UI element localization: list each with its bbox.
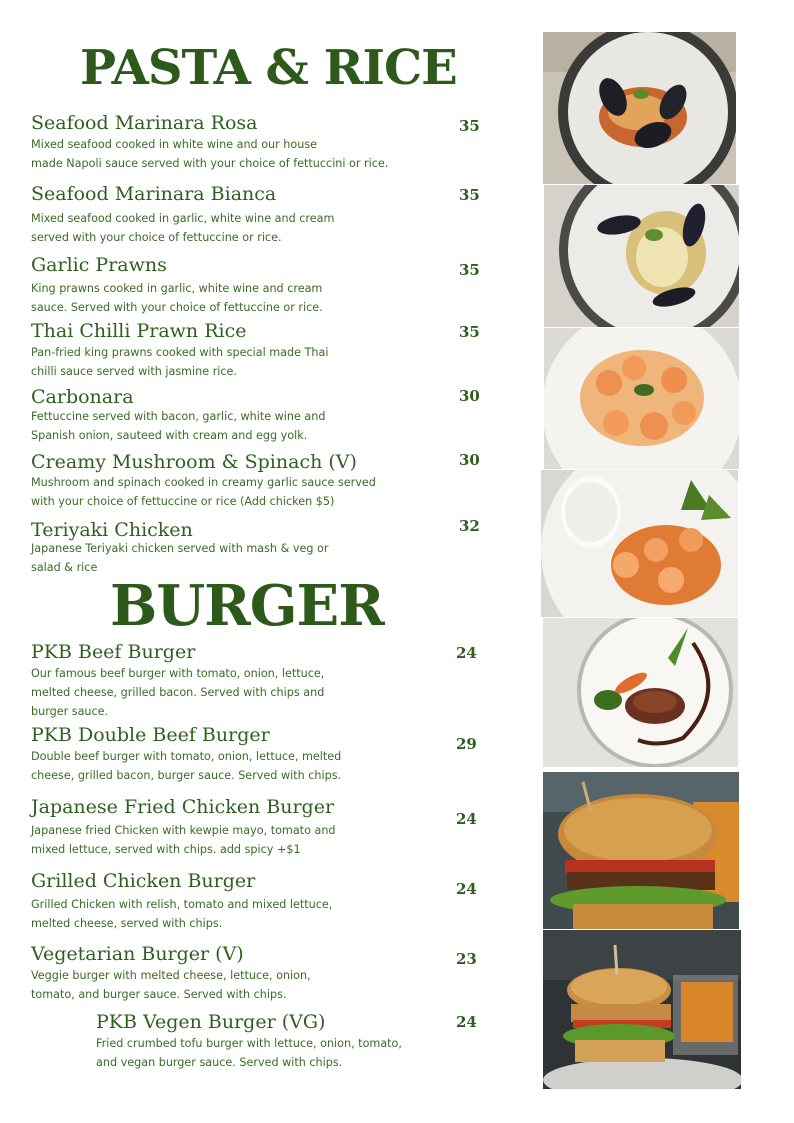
menu-item [31,870,332,933]
item-price: 32 [459,517,480,535]
item-description: Mixed seafood cooked in garlic, white wine and cream served with your choice of fettuccine or rice. [31,212,335,244]
item-price: 35 [459,186,480,204]
item-name: PKB Double Beef Burger [31,724,270,746]
seafood-bianca-photo [544,185,739,327]
item-description: Mushroom and spinach cooked in creamy garlic sauce served with your choice of fettuccine or rice (Add chicken $5) [31,476,376,508]
item-name: Grilled Chicken Burger [31,870,256,892]
mussels-pasta-photo [543,32,736,184]
item-name: Vegetarian Burger (V) [31,943,244,965]
item-name: Carbonara [31,386,134,408]
teriyaki-chicken-photo [543,618,738,767]
item-description: Mixed seafood cooked in white wine and our house made Napoli sauce served with your choice of fettuccini or rice. [31,138,389,170]
item-description: Fettuccine served with bacon, garlic, white wine and Spanish onion, sauteed with cream and egg yolk. [31,410,326,442]
menu-item [31,320,328,381]
item-description: Veggie burger with melted cheese, lettuce, onion, tomato, and burger sauce. Served with chips. [31,969,311,1001]
item-name: Garlic Prawns [31,254,167,276]
chicken-burger-photo [543,930,741,1089]
item-description: Double beef burger with tomato, onion, lettuce, melted cheese, grilled bacon, burger sauce. Served with chips. [31,750,342,782]
beef-burger-photo [543,772,739,929]
item-name: Seafood Marinara Bianca [31,183,277,205]
item-name: Japanese Fried Chicken Burger [31,796,335,818]
item-description: Fried crumbed tofu burger with lettuce, onion, tomato, and vegan burger sauce. Served with chips. [96,1037,402,1069]
item-price: 35 [459,323,480,341]
menu-item [31,943,311,1004]
menu-item [31,254,323,317]
item-name: Thai Chilli Prawn Rice [31,320,247,342]
menu-item [31,519,328,577]
item-description: King prawns cooked in garlic, white wine and cream sauce. Served with your choice of fettuccine or rice. [31,282,323,314]
item-price: 35 [459,117,480,135]
item-name: PKB Beef Burger [31,641,196,663]
item-price: 35 [459,261,480,279]
pasta-rice-heading: PASTA & RICE [80,40,457,96]
menu-item [31,386,325,445]
thai-prawn-rice-photo [541,470,738,617]
item-price: 23 [456,950,477,968]
menu-item [31,112,388,173]
menu-item [31,724,341,785]
garlic-prawns-photo [544,328,739,469]
menu-item [31,451,376,511]
item-name: PKB Vegen Burger (VG) [96,1011,326,1033]
item-description: Japanese fried Chicken with kewpie mayo, tomato and mixed lettuce, served with chips. add spicy +$1 [31,824,336,856]
item-price: 24 [456,810,477,828]
item-description: Japanese Teriyaki chicken served with mash & veg or salad & rice [31,542,329,574]
item-description: Grilled Chicken with relish, tomato and mixed lettuce, melted cheese, served with chips. [31,898,333,930]
item-price: 29 [456,735,477,753]
item-price: 24 [456,880,477,898]
menu-item [31,183,334,247]
burger-heading: BURGER [110,573,384,639]
item-price: 24 [456,644,477,662]
item-description: Pan-fried king prawns cooked with special made Thai chilli sauce served with jasmine rice. [31,346,329,378]
item-price: 30 [459,387,480,405]
item-name: Creamy Mushroom & Spinach (V) [31,451,357,473]
menu-item [96,1011,402,1072]
item-price: 24 [456,1013,477,1031]
item-price: 30 [459,451,480,469]
item-description: Our famous beef burger with tomato, onion, lettuce, melted cheese, grilled bacon. Served with chips and burger sauce. [31,667,325,718]
item-name: Seafood Marinara Rosa [31,112,258,134]
menu-item [31,641,324,721]
item-name: Teriyaki Chicken [31,519,193,541]
menu-item [31,796,336,859]
